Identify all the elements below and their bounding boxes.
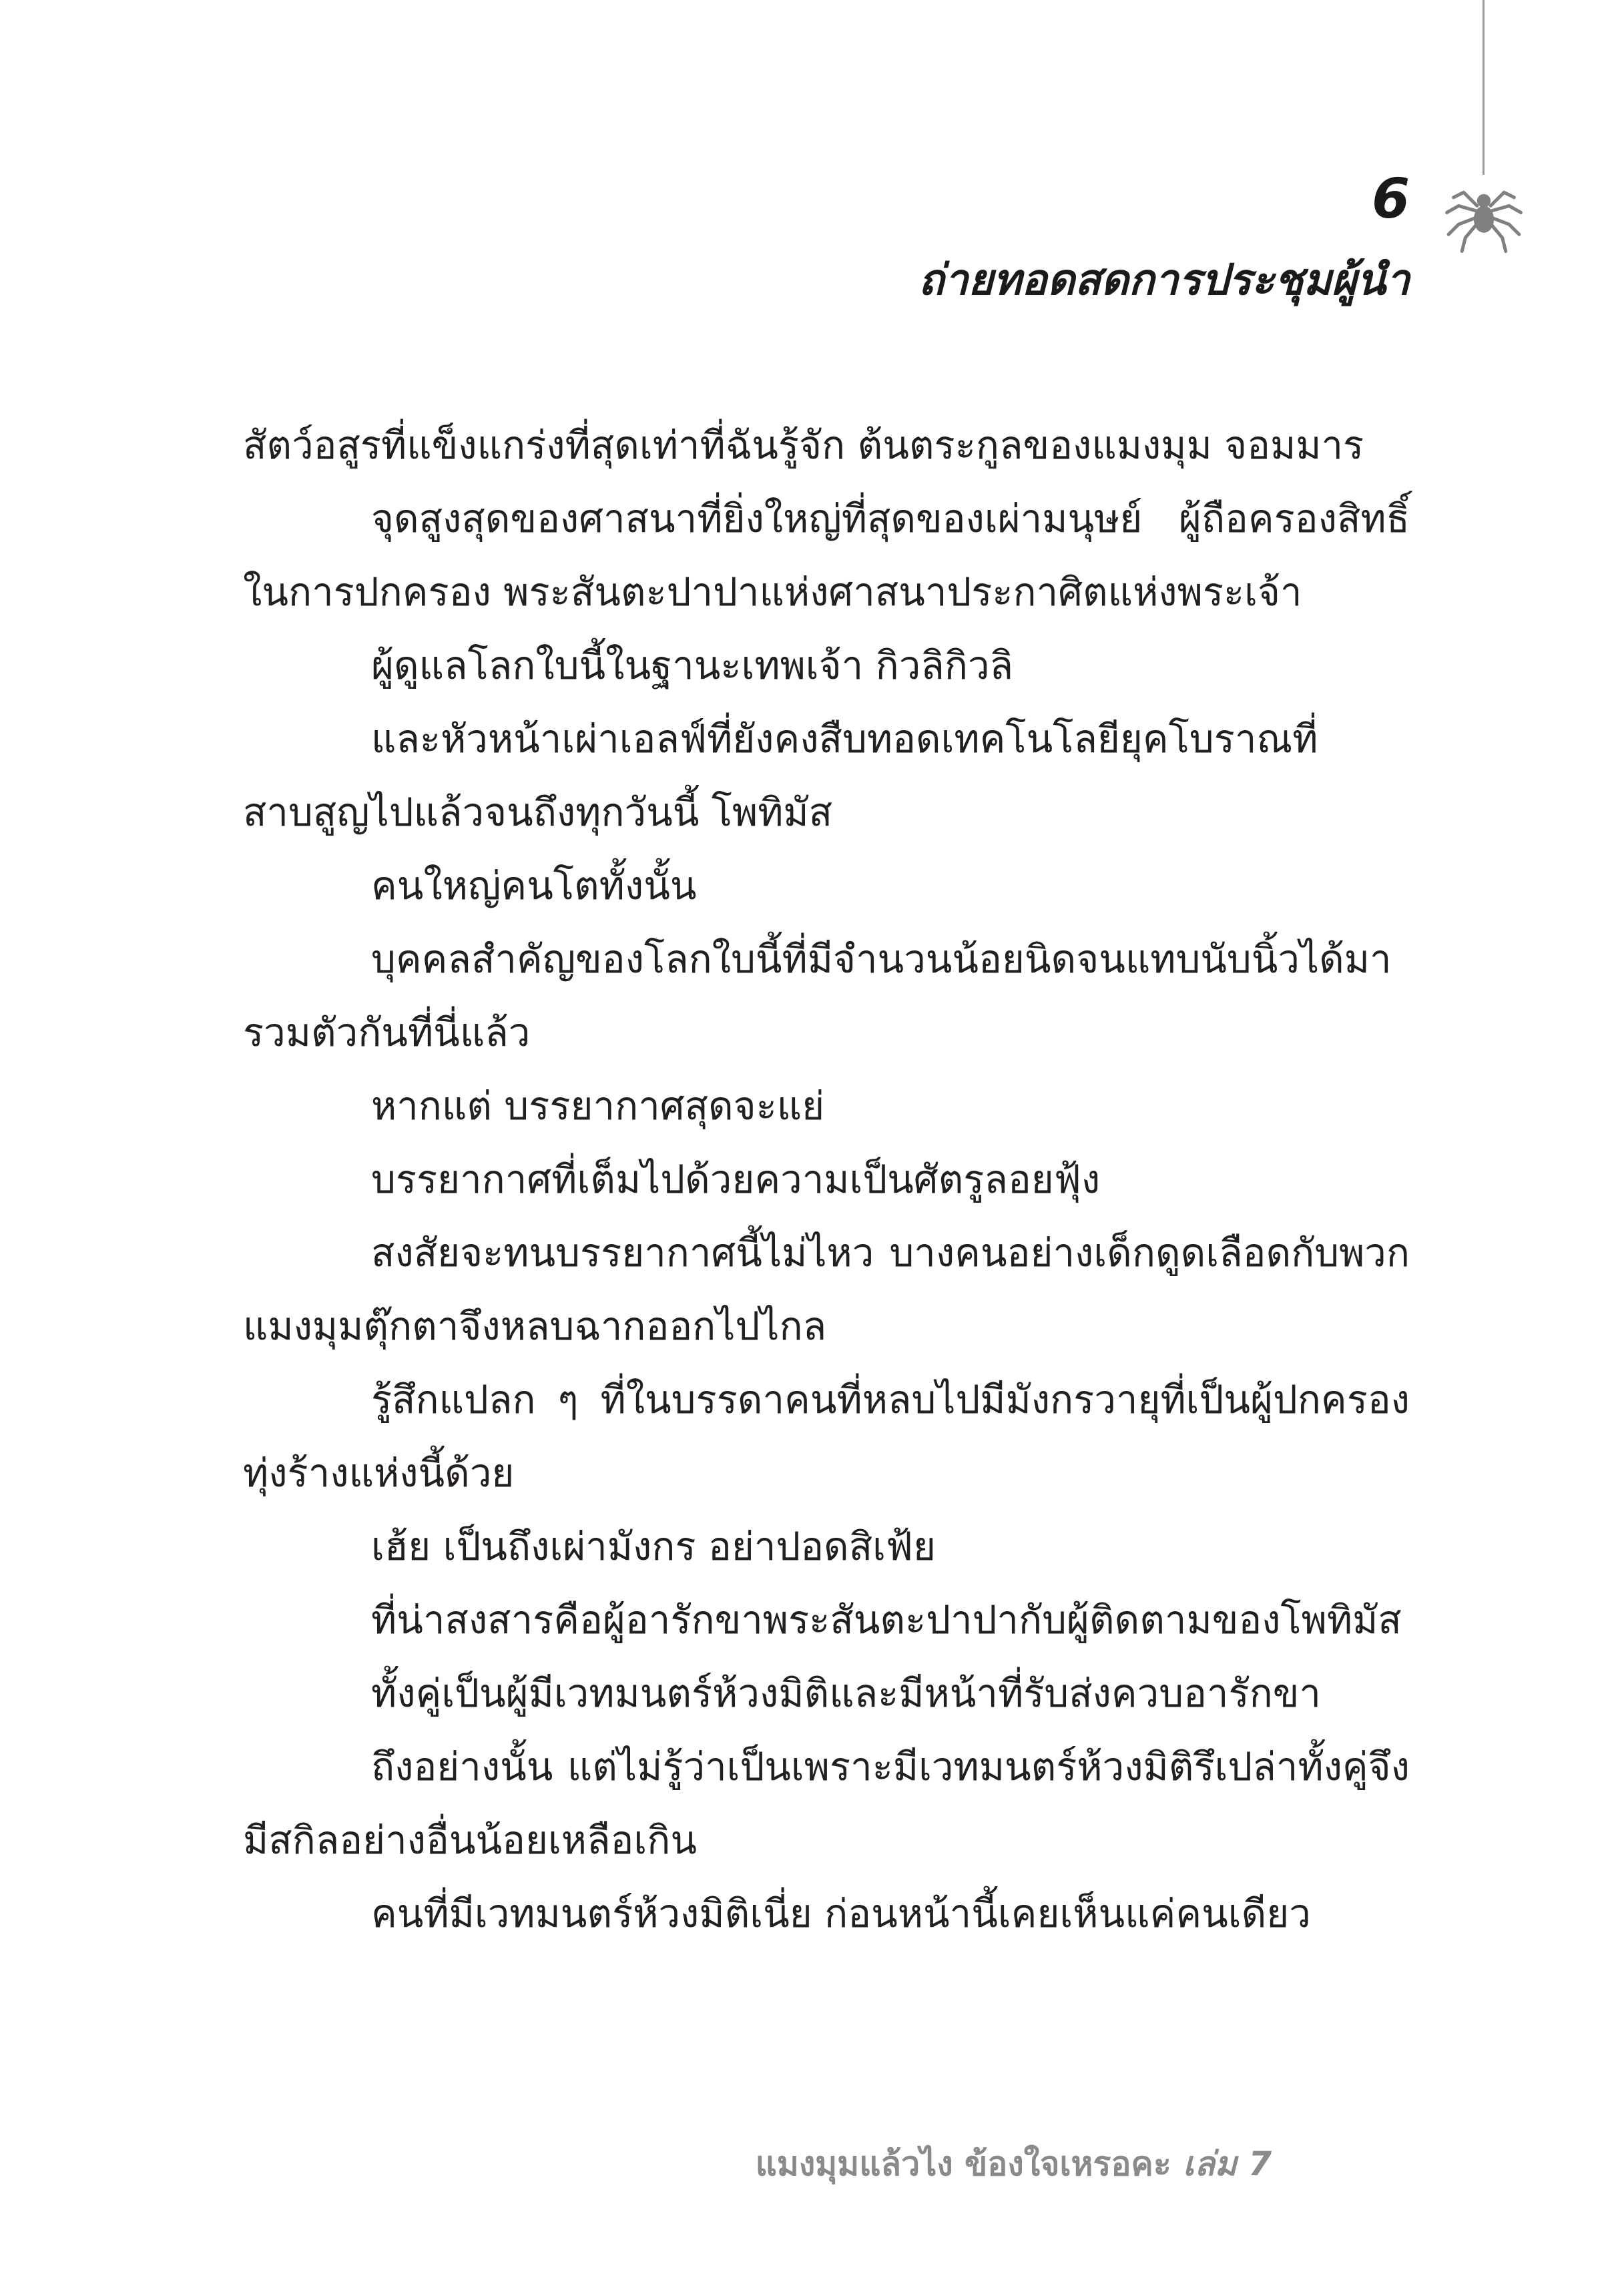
running-footer: [756, 2144, 1272, 2184]
paragraph: ทั้งคู่เป็นผู้มีเวทมนตร์ห้วงมิติและมีหน้าที่รับส่งควบอารักขา: [371, 1671, 1321, 1716]
paragraph: จุดสูงสุดของศาสนาที่ยิ่งใหญ่ที่สุดของเผ่ามนุษย์ ผู้ถือครองสิทธิ์ในการปกครอง พระสันตะปาปาแห่งศาสนาประกาศิตแห่งพระเจ้า: [243, 496, 1410, 615]
paragraph: คนใหญ่คนโตทั้งนั้น: [371, 863, 697, 908]
paragraph: รู้สึกแปลก ๆ ที่ในบรรดาคนที่หลบไปมีมังกรวายุที่เป็นผู้ปกครองทุ่งร้างแห่งนี้ด้วย: [243, 1377, 1410, 1496]
paragraph: เฮ้ย เป็นถึงเผ่ามังกร อย่าปอดสิเฟ้ย: [371, 1524, 936, 1569]
paragraph: ผู้ดูแลโลกใบนี้ในฐานะเทพเจ้า กิวลิกิวลิ: [371, 643, 1014, 688]
paragraph: ถึงอย่างนั้น แต่ไม่รู้ว่าเป็นเพราะมีเวทมนตร์ห้วงมิติรึเปล่าทั้งคู่จึงมีสกิลอย่างอื่นน้อยเหลือเกิน: [243, 1744, 1410, 1863]
paragraph: ที่น่าสงสารคือผู้อารักขาพระสันตะปาปากับผู้ติดตามของโพทิมัส: [371, 1597, 1402, 1643]
paragraph: หากแต่ บรรยากาศสุดจะแย่: [371, 1083, 825, 1129]
paragraph: คนที่มีเวทมนตร์ห้วงมิติเนี่ย ก่อนหน้านี้เคยเห็นแค่คนเดียว: [371, 1891, 1311, 1936]
footer-volume: เล่ม 7: [1183, 2144, 1272, 2183]
paragraph: และหัวหน้าเผ่าเอลฟ์ที่ยังคงสืบทอดเทคโนโลยียุคโบราณที่สาบสูญไปแล้วจนถึงทุกวันนี้ โพทิมัส: [243, 716, 1318, 835]
spider-thread: [1483, 0, 1485, 175]
paragraph: บุคคลสำคัญของโลกใบนี้ที่มีจำนวนน้อยนิดจนแทบนับนิ้วได้มารวมตัวกันที่นี่แล้ว: [243, 936, 1392, 1055]
chapter-title: ถ่ายทอดสดการประชุมผู้นำ: [918, 256, 1410, 305]
body-text: [243, 408, 1410, 1950]
paragraph: สัตว์อสูรที่แข็งแกร่งที่สุดเท่าที่ฉันรู้จัก ต้นตระกูลของแมงมุม จอมมาร: [243, 422, 1364, 468]
chapter-number: 6: [1371, 168, 1410, 231]
paragraph: สงสัยจะทนบรรยากาศนี้ไม่ไหว บางคนอย่างเด็กดูดเลือดกับพวกแมงมุมตุ๊กตาจึงหลบฉากออกไปไกล: [243, 1230, 1410, 1349]
footer-book-title: แมงมุมแล้วไง ข้องใจเหรอคะ: [755, 2144, 1171, 2183]
paragraph: บรรยากาศที่เต็มไปด้วยความเป็นศัตรูลอยฟุ้ง: [371, 1157, 1101, 1202]
spider-icon: [1442, 172, 1526, 256]
